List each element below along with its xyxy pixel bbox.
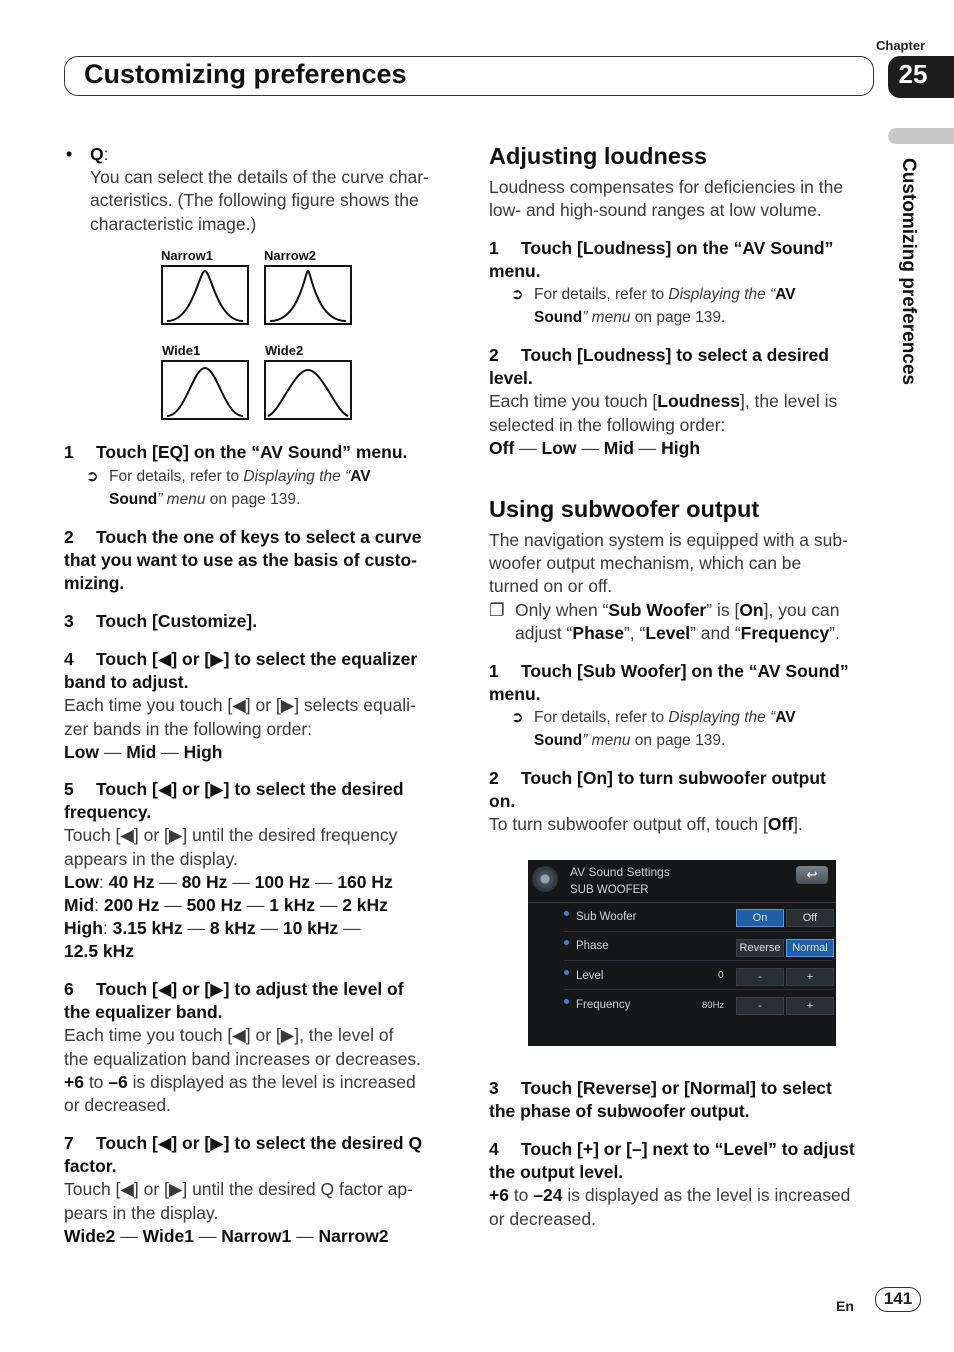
curve-wide2 [264,360,352,420]
curve-wide1 [161,360,249,420]
frequency-minus-button[interactable]: - [736,997,784,1015]
arrow-icon: ➲ [86,468,99,485]
subwoofer-desc: The navigation system is equipped with a sub- woofer output mechanism, which can be turned on or off. ❐ Only when “Sub Woofer” is [On], you can adjust “Phase”, “Level” and “Frequency”. [489,529,879,645]
side-section-label: Customizing preferences [898,158,919,385]
screen-title: AV Sound Settings [570,865,670,879]
freq-mid: Mid: 200 Hz — 500 Hz — 1 kHz — 2 kHz [64,895,388,916]
loudness-step-2: 2 Touch [Loudness] to select a desired level. Each time you touch [Loudness], the level is selected in the following order: Off — Low — Mid — High [489,345,838,458]
narrow2-curve-icon [266,267,350,323]
narrow1-curve-icon [163,267,247,323]
loudness-step-1: 1 Touch [Loudness] on the “AV Sound” menu. [489,238,834,282]
step-3: 3 Touch [Customize]. [64,611,258,631]
row-divider [564,931,832,932]
step-2: 2 Touch the one of keys to select a curve that you want to use as the basis of custo- mizing. [64,527,422,594]
step-5: 5 Touch [◀] or [▶] to select the desired frequency. Touch [◀] or [▶] until the desired frequency appears in the display. Low: 40 Hz — 80 Hz — 100 Hz — 160 Hz Mid: 200 Hz — 500 Hz — 1 kHz — 2 kHz High: 3.15 kHz — 8 kHz — 10 kHz — 12.5 kHz [64,778,464,964]
on-button[interactable]: On [736,909,784,927]
language-label: En [836,1298,854,1314]
subwoofer-step-3: 3 Touch [Reverse] or [Normal] to select the phase of subwoofer output. [489,1078,832,1122]
subwoofer-note: ❐ Only when “Sub Woofer” is [On], you can adjust “Phase”, “Level” and “Frequency”. [489,599,840,643]
subwoofer-step-1: 1 Touch [Sub Woofer] on the “AV Sound” menu. [489,661,849,705]
disc-icon [532,866,558,892]
curve-narrow2 [264,265,352,325]
step-1 [64,441,464,464]
heading-subwoofer-output: Using subwoofer output [489,496,760,522]
freq-high-last: 12.5 kHz [64,941,135,962]
wide1-curve-icon [163,362,247,418]
off-button[interactable]: Off [786,909,834,927]
fig-label-narrow1: Narrow1 [161,248,214,263]
reference-note: ➲ For details, refer to Displaying the “AV Sound” menu on page 139. [534,706,874,752]
av-sound-settings-screenshot [528,860,836,1046]
row-bullet-icon [564,999,569,1004]
normal-button[interactable]: Normal [786,939,834,957]
q-bullet-block [64,143,464,236]
curve-narrow1 [161,265,249,325]
q-desc-1: You can select the details of the curve char- [90,167,429,188]
subwoofer-step-2: 2 Touch [On] to turn subwoofer output on. To turn subwoofer output off, touch [Off]. [489,768,826,835]
reference-note: ➲ For details, refer to Displaying the “AV Sound” menu on page 139. [109,465,459,511]
freq-high: High: 3.15 kHz — 8 kHz — 10 kHz — [64,918,361,939]
step-7: 7 Touch [◀] or [▶] to select the desired Q factor. Touch [◀] or [▶] until the desired Q factor ap- pears in the display. Wide2 — Wide1 — Narrow1 — Narrow2 [64,1133,423,1246]
page-number: 141 [883,1289,913,1308]
wide2-curve-icon [266,362,350,418]
level-minus-button[interactable]: - [736,968,784,986]
reverse-button[interactable]: Reverse [736,939,784,957]
row-divider [564,960,832,961]
level-plus-button[interactable]: + [786,968,834,986]
q-colon: : [103,144,109,164]
level-value: 0 [718,970,724,981]
row-bullet-icon [564,970,569,975]
step-number: 1 [64,442,74,462]
back-button[interactable]: ↩ [796,866,828,884]
fig-label-wide2: Wide2 [265,343,304,358]
screen-subtitle: SUB WOOFER [570,884,649,896]
q-label: Q [90,144,104,164]
row-label-sub-woofer: Sub Woofer [576,911,637,923]
step-text: Touch [EQ] on the “AV Sound” menu. [96,442,408,462]
subwoofer-step-4: 4 Touch [+] or [–] next to “Level” to adjust the output level. +6 to –24 is displayed as the level is increased or decreased. [489,1139,855,1229]
row-bullet-icon [564,911,569,916]
chapter-label: Chapter [876,38,926,53]
loudness-desc: Loudness compensates for deficiencies in the low- and high-sound ranges at low volume. [489,177,844,221]
row-divider [564,989,832,990]
row-label-frequency: Frequency [576,999,631,1011]
freq-low: Low: 40 Hz — 80 Hz — 100 Hz — 160 Hz [64,871,393,892]
chapter-number: 25 [898,59,928,89]
fig-label-wide1: Wide1 [162,343,201,358]
frequency-value: 80Hz [702,1000,725,1011]
fig-label-narrow2: Narrow2 [264,248,317,263]
row-label-level: Level [576,970,604,982]
arrow-icon: ➲ [511,286,524,303]
side-tab-bar [888,128,954,144]
reference-note: ➲ For details, refer to Displaying the “AV Sound” menu on page 139. [534,283,874,329]
row-label-phase: Phase [576,940,609,952]
q-desc-3: characteristic image.) [90,213,257,234]
row-bullet-icon [564,940,569,945]
frequency-plus-button[interactable]: + [786,997,834,1015]
bullet: • [66,144,73,164]
q-desc-2: acteristics. (The following figure shows the [90,190,419,211]
step-6: 6 Touch [◀] or [▶] to adjust the level of the equalizer band. Each time you touch [◀] or [▶], the level of the equalization band increases or decreases. +6 to –6 is displayed as the level is increased or decreased. [64,979,422,1116]
divider [528,902,836,903]
arrow-icon: ➲ [511,709,524,726]
step-4: 4 Touch [◀] or [▶] to select the equalizer band to adjust. Each time you touch [◀] or [▶] selects equali- zer bands in the following order: Low — Mid — High [64,649,418,762]
checkbox-icon: ❐ [489,599,505,620]
heading-adjusting-loudness: Adjusting loudness [489,143,708,169]
page-title: Customizing preferences [84,59,407,89]
